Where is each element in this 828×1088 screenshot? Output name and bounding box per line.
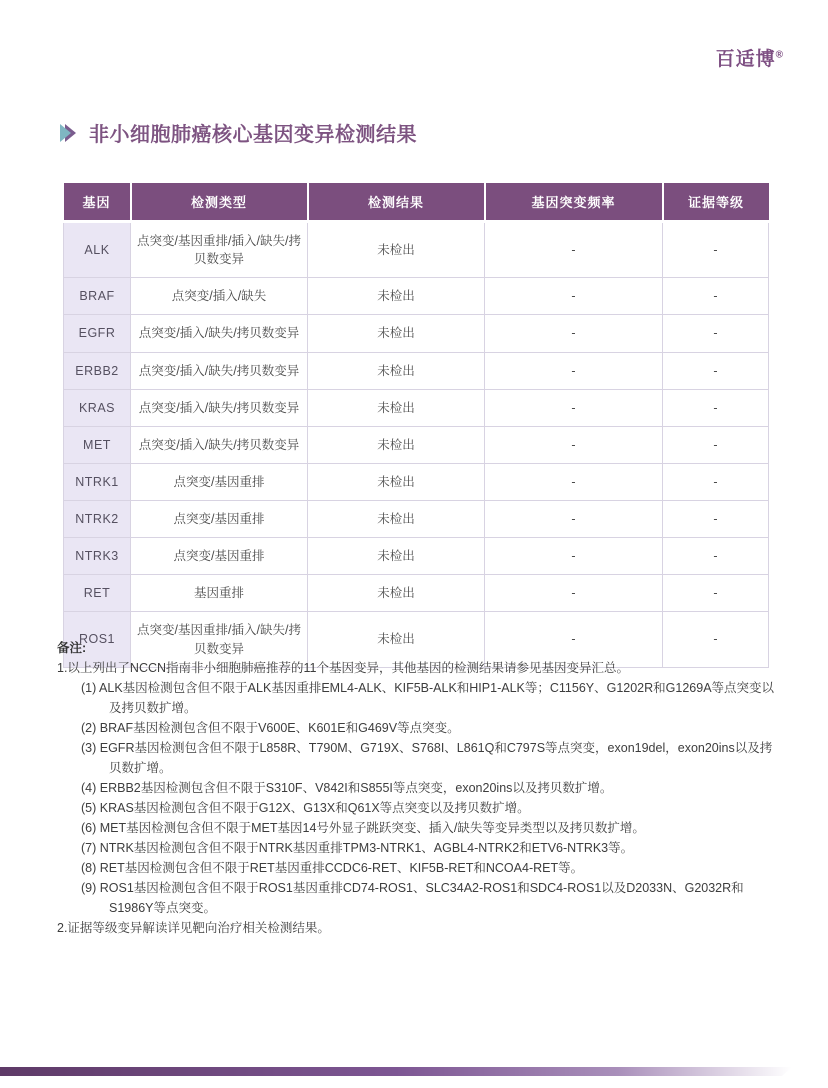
evidence-level-cell: -	[663, 352, 769, 389]
gene-name-cell: NTRK1	[64, 463, 131, 500]
table-row	[64, 389, 769, 426]
table-row	[64, 463, 769, 500]
note-item-1: 1.以上列出了NCCN指南非小细胞肺癌推荐的11个基因变异，其他基因的检测结果请参见基因变异汇总。	[57, 661, 630, 675]
table-header-evidence-level: 证据等级	[663, 183, 769, 222]
section-header	[57, 118, 417, 147]
gene-name-cell: NTRK2	[64, 501, 131, 538]
detection-type-cell: 点突变/基因重排/插入/缺失/拷贝数变异	[131, 222, 308, 278]
evidence-level-cell: -	[663, 222, 769, 278]
footer-decorative-bar	[0, 1067, 792, 1076]
mutation-frequency-cell: -	[485, 463, 663, 500]
gene-name-cell: NTRK3	[64, 538, 131, 575]
detection-type-cell: 基因重排	[131, 575, 308, 612]
detection-type-cell: 点突变/基因重排	[131, 501, 308, 538]
evidence-level-cell: -	[663, 463, 769, 500]
gene-name-cell: RET	[64, 575, 131, 612]
table-header-detection-result: 检测结果	[308, 183, 485, 222]
detection-result-cell: 未检出	[308, 575, 485, 612]
detection-type-cell: 点突变/基因重排	[131, 463, 308, 500]
gene-name-cell: EGFR	[64, 315, 131, 352]
detection-result-cell: 未检出	[308, 612, 485, 667]
results-table	[63, 183, 769, 668]
detection-result-cell: 未检出	[308, 315, 485, 352]
gene-name-cell: ERBB2	[64, 352, 131, 389]
mutation-frequency-cell: -	[485, 315, 663, 352]
mutation-frequency-cell: -	[485, 612, 663, 667]
registered-trademark-icon: ®	[775, 49, 784, 61]
mutation-frequency-cell: -	[485, 278, 663, 315]
detection-result-cell: 未检出	[308, 352, 485, 389]
brand-logo-text: 百适博	[715, 49, 776, 70]
mutation-frequency-cell: -	[485, 501, 663, 538]
note-subitem: (7) NTRK基因检测包含但不限于NTRK基因重排TPM3-NTRK1、AGBL4-NTRK2和ETV6-NTRK3等。	[81, 841, 634, 855]
detection-type-cell: 点突变/插入/缺失	[131, 278, 308, 315]
mutation-frequency-cell: -	[485, 222, 663, 278]
detection-type-cell: 点突变/插入/缺失/拷贝数变异	[131, 426, 308, 463]
notes-section	[57, 638, 775, 938]
detection-result-cell: 未检出	[308, 389, 485, 426]
mutation-frequency-cell: -	[485, 575, 663, 612]
table-row	[64, 575, 769, 612]
gene-name-cell: KRAS	[64, 389, 131, 426]
gene-name-cell: ALK	[64, 222, 131, 278]
evidence-level-cell: -	[663, 315, 769, 352]
table-header-row	[64, 183, 769, 222]
note-subitem: (5) KRAS基因检测包含但不限于G12X、G13X和Q61X等点突变以及拷贝数扩增。	[81, 801, 530, 815]
note-subitem: (6) MET基因检测包含但不限于MET基因14号外显子跳跃突变、插入/缺失等变异类型以及拷贝数扩增。	[81, 821, 645, 835]
table-header-mutation-frequency: 基因突变频率	[485, 183, 663, 222]
results-table-body	[64, 222, 769, 668]
mutation-frequency-cell: -	[485, 389, 663, 426]
table-row	[64, 315, 769, 352]
evidence-level-cell: -	[663, 501, 769, 538]
mutation-frequency-cell: -	[485, 426, 663, 463]
note-subitem: (4) ERBB2基因检测包含但不限于S310F、V842I和S855I等点突变，exon20ins以及拷贝数扩增。	[81, 781, 613, 795]
evidence-level-cell: -	[663, 278, 769, 315]
brand-logo	[716, 44, 784, 71]
detection-type-cell: 点突变/基因重排/插入/缺失/拷贝数变异	[131, 612, 308, 667]
detection-type-cell: 点突变/插入/缺失/拷贝数变异	[131, 352, 308, 389]
double-arrow-icon	[57, 121, 81, 145]
note-item-2: 2.证据等级变异解读详见靶向治疗相关检测结果。	[57, 921, 330, 935]
table-row	[64, 426, 769, 463]
detection-result-cell: 未检出	[308, 538, 485, 575]
table-header-gene: 基因	[64, 183, 131, 222]
mutation-frequency-cell: -	[485, 538, 663, 575]
evidence-level-cell: -	[663, 612, 769, 667]
notes-label: 备注:	[57, 641, 87, 655]
table-row	[64, 352, 769, 389]
note-subitems	[57, 678, 775, 918]
detection-result-cell: 未检出	[308, 463, 485, 500]
gene-name-cell: MET	[64, 426, 131, 463]
detection-result-cell: 未检出	[308, 426, 485, 463]
evidence-level-cell: -	[663, 389, 769, 426]
note-subitem: (1) ALK基因检测包含但不限于ALK基因重排EML4-ALK、KIF5B-ALK和HIP1-ALK等；C1156Y、G1202R和G1269A等点突变以及拷贝数扩增。	[81, 681, 775, 715]
detection-type-cell: 点突变/插入/缺失/拷贝数变异	[131, 389, 308, 426]
detection-type-cell: 点突变/基因重排	[131, 538, 308, 575]
note-subitem: (8) RET基因检测包含但不限于RET基因重排CCDC6-RET、KIF5B-RET和NCOA4-RET等。	[81, 861, 584, 875]
table-row	[64, 501, 769, 538]
detection-result-cell: 未检出	[308, 278, 485, 315]
page-title: 非小细胞肺癌核心基因变异检测结果	[89, 124, 417, 146]
table-row	[64, 278, 769, 315]
note-subitem: (9) ROS1基因检测包含但不限于ROS1基因重排CD74-ROS1、SLC34A2-ROS1和SDC4-ROS1以及D2033N、G2032R和S1986Y等点突变。	[81, 881, 744, 915]
results-table-container	[63, 183, 769, 668]
table-row	[64, 222, 769, 278]
mutation-frequency-cell: -	[485, 352, 663, 389]
note-subitem: (3) EGFR基因检测包含但不限于L858R、T790M、G719X、S768I、L861Q和C797S等点突变，exon19del，exon20ins以及拷贝数扩增。	[81, 741, 773, 775]
evidence-level-cell: -	[663, 538, 769, 575]
table-header-detection-type: 检测类型	[131, 183, 308, 222]
gene-name-cell: BRAF	[64, 278, 131, 315]
evidence-level-cell: -	[663, 575, 769, 612]
detection-result-cell: 未检出	[308, 222, 485, 278]
detection-type-cell: 点突变/插入/缺失/拷贝数变异	[131, 315, 308, 352]
note-subitem: (2) BRAF基因检测包含但不限于V600E、K601E和G469V等点突变。	[81, 721, 460, 735]
detection-result-cell: 未检出	[308, 501, 485, 538]
table-row	[64, 538, 769, 575]
gene-name-cell: ROS1	[64, 612, 131, 667]
evidence-level-cell: -	[663, 426, 769, 463]
